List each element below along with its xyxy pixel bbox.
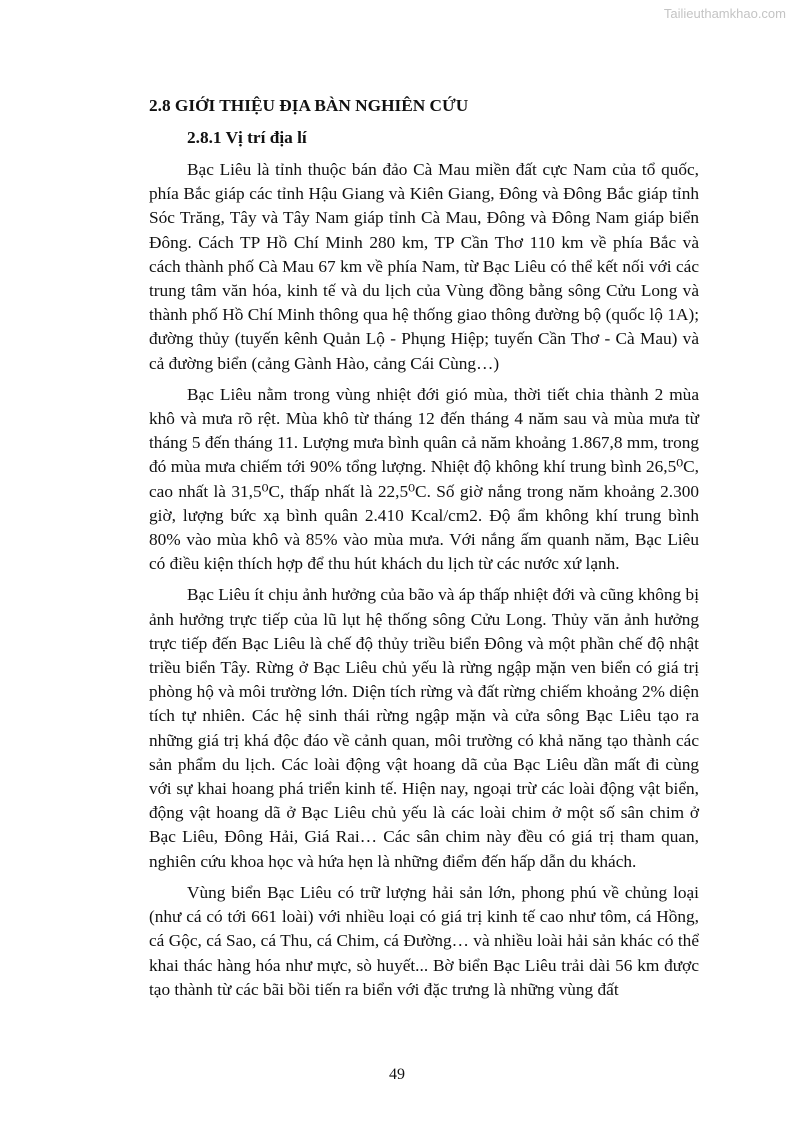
document-body (149, 92, 699, 1002)
paragraph: Bạc Liêu nằm trong vùng nhiệt đới gió mùa, thời tiết chia thành 2 mùa khô và mưa rõ rệt. Mùa khô từ tháng 12 đến tháng 4 năm sau và mùa mưa từ tháng 5 đến tháng 11. Lượng mưa bình quân cả năm khoảng 1.867,8 mm, trong đó mùa mưa chiếm tới 90% tổng lượng. Nhiệt độ không khí trung bình 26,5⁰C, cao nhất là 31,5⁰C, thấp nhất là 22,5⁰C. Số giờ nắng trong năm khoảng 2.300 giờ, lượng bức xạ bình quân 2.410 Kcal/cm2. Độ ẩm không khí trung bình 80% vào mùa khô và 85% vào mùa mưa. Với nắng ấm quanh năm, Bạc Liêu có điều kiện thích hợp để thu hút khách du lịch từ các nước xứ lạnh. (149, 384, 699, 574)
paragraph: Vùng biển Bạc Liêu có trữ lượng hải sản lớn, phong phú về chủng loại (như cá có tới 661 loài) với nhiều loại có giá trị kinh tế cao như tôm, cá Hồng, cá Gộc, cá Sao, cá Thu, cá Chim, cá Đường… và nhiều loài hải sản khác có thể khai thác hàng hóa như mực, sò huyết... Bờ biển Bạc Liêu trải dài 56 km được tạo thành từ các bãi bồi tiến ra biển với đặc trưng là những vùng đất (149, 882, 699, 999)
paragraph: Bạc Liêu ít chịu ảnh hưởng của bão và áp thấp nhiệt đới và cũng không bị ảnh hưởng trực tiếp của lũ lụt hệ thống sông Cửu Long. Thủy văn ảnh hưởng trực tiếp đến Bạc Liêu là chế độ thủy triều biển Đông và một phần chế độ nhật triều biển Tây. Rừng ở Bạc Liêu chủ yếu là rừng ngập mặn ven biển có giá trị phòng hộ và môi trường lớn. Diện tích rừng và đất rừng chiếm khoảng 2% diện tích tự nhiên. Các hệ sinh thái rừng ngập mặn và cửa sông Bạc Liêu tạo ra những giá trị khá độc đáo về cảnh quan, môi trường có khả năng tạo thành các sản phẩm du lịch. Các loài động vật hoang dã của Bạc Liêu dần mất đi cùng với sự khai hoang phá triển kinh tế. Hiện nay, ngoại trừ các loài động vật biển, động vật hoang dã ở Bạc Liêu chủ yếu là các loài chim ở một số sân chim ở Bạc Liêu, Đông Hải, Giá Rai… Các sân chim này đều có giá trị tham quan, nghiên cứu khoa học và hứa hẹn là những điểm đến hấp dẫn du khách. (149, 585, 699, 871)
paragraph: Bạc Liêu là tỉnh thuộc bán đảo Cà Mau miền đất cực Nam của tổ quốc, phía Bắc giáp các tỉnh Hậu Giang và Kiên Giang, Đông và Đông Bắc giáp tỉnh Sóc Trăng, Tây và Tây Nam giáp tỉnh Cà Mau, Đông và Đông Nam giáp biển Đông. Cách TP Hồ Chí Minh 280 km, TP Cần Thơ 110 km về phía Bắc và cách thành phố Cà Mau 67 km về phía Nam, từ Bạc Liêu có thể kết nối với các trung tâm văn hóa, kinh tế và du lịch của Vùng đồng bằng sông Cửu Long và thành phố Hồ Chí Minh thông qua hệ thống giao thông đường bộ (quốc lộ 1A); đường thủy (tuyến kênh Quản Lộ - Phụng Hiệp; tuyến Cần Thơ - Cà Mau) và cả đường biển (cảng Gành Hào, cảng Cái Cùng…) (149, 160, 699, 373)
subsection-title: 2.8.1 Vị trí địa lí (187, 128, 307, 147)
watermark: Tailieuthamkhao.com (663, 6, 786, 21)
section-title: 2.8 GIỚI THIỆU ĐỊA BÀN NGHIÊN CỨU (149, 96, 469, 115)
page-number: 49 (389, 1066, 405, 1083)
